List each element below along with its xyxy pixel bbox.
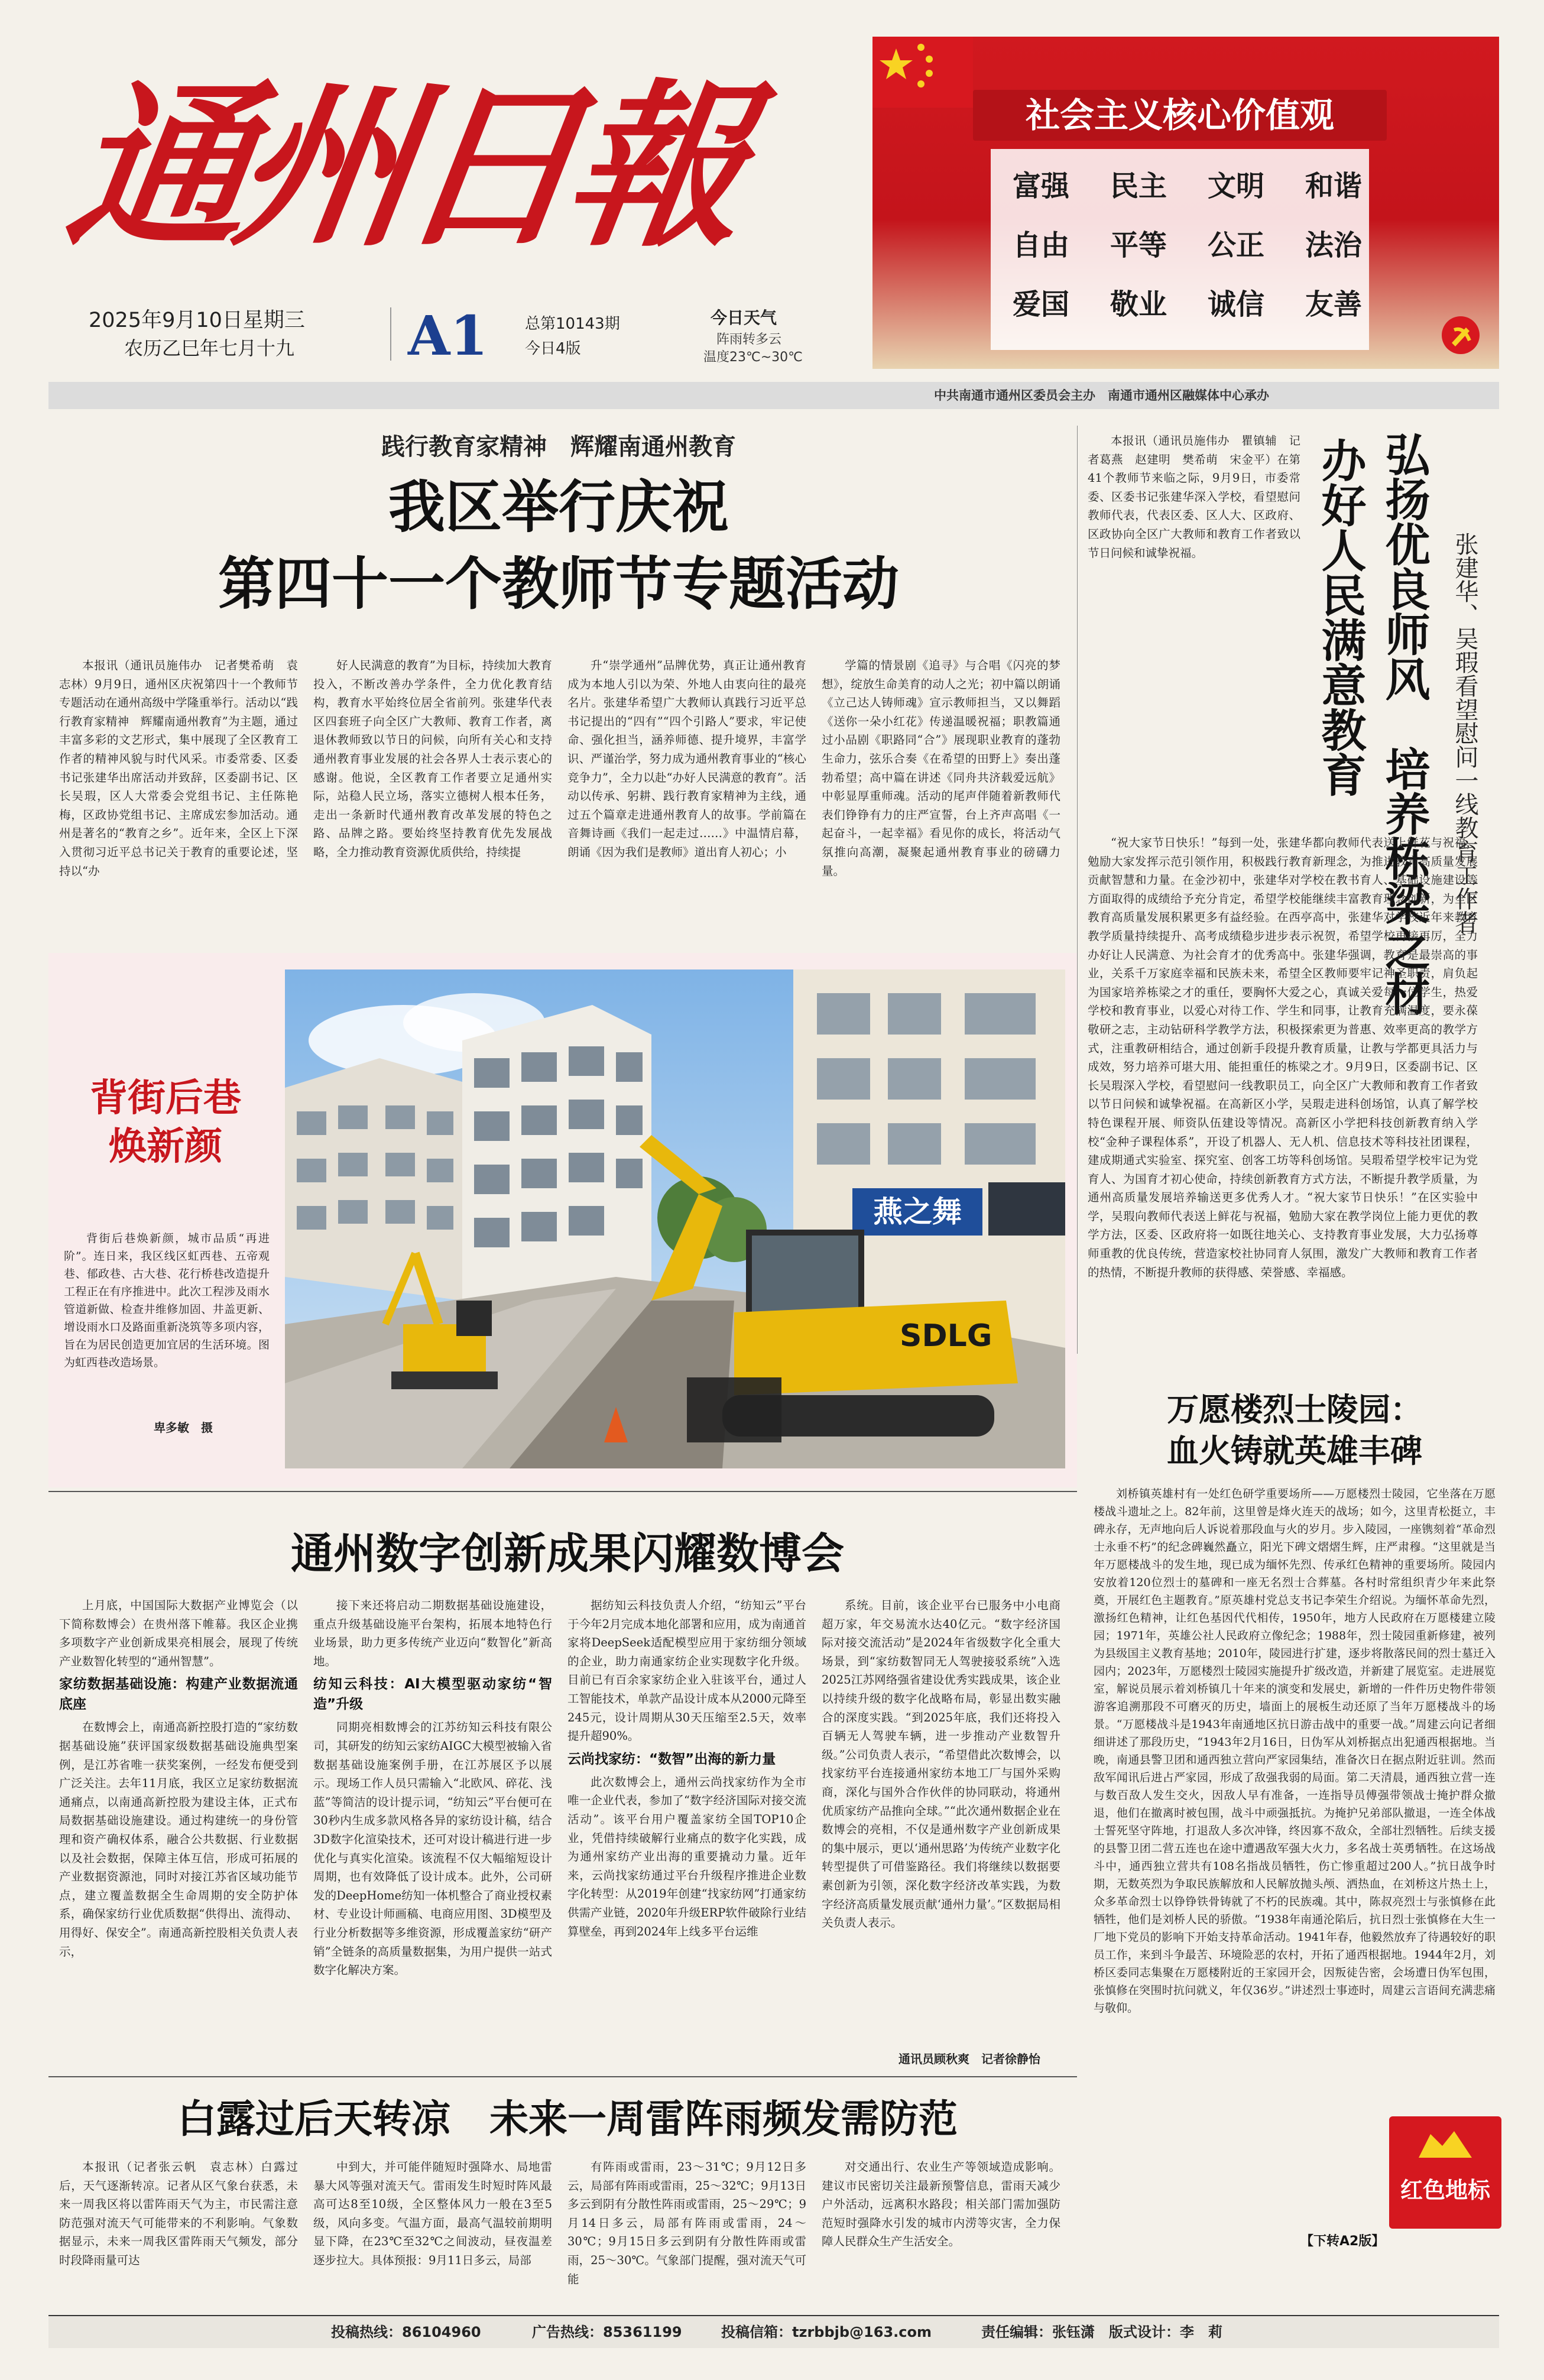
value-7: 公正 (1207, 229, 1264, 262)
excavator-model: E660F (758, 1334, 803, 1349)
column-rule (1077, 426, 1078, 1354)
issue-date: 2025年9月10日星期三 (89, 309, 305, 332)
party-emblem-icon (1440, 314, 1481, 356)
value-1: 富强 (1012, 170, 1069, 203)
memorial-body: 刘桥镇英雄村有一处红色研学重要场所——万愿楼烈士陵园，它坐落在万愿楼战斗遗址之上。82年前，这里曾是烽火连天的战场；如今，这里青松挺立，丰碑永存，无声地向后人诉说着那段血与火的岁月。步入陵园，一座镌刻着“革命烈士永垂不朽”的纪念碑巍然矗立，阳光下碑文熠熠生辉，庄严肃穆。“这里就是当年万愿楼战斗的发生地，现已成为缅怀先烈、传承红色精神的重要场所。陵园内安放着120位烈士的墓碑和一座无名烈士合葬墓。各村时常组织青少年来此祭奠，开展红色主题教育。”原英雄村党总支书记李荣生介绍说。为缅怀革命先烈，激扬红色精神，让红色基因代代相传，1950年，地方人民政府在万愿楼建立陵园；1971年，英雄公社人民政府立像纪念；1988年，烈士陵园重新修建，被列为县级国主义教育基地；2010年，陵园进行扩建，逐步将散落民间的烈士墓迁入园内；2023年，万愿楼烈士陵园实施提升扩级改造，并新建了展览室。走进展览室，解说员展示着刘桥镇几十年来的演变和发展史，新增的一件件历史物件带领游客追溯那段不可磨灭的历史，墙面上的展板生动还原了当年万愿楼战斗的场景。“万愿楼战斗是1943年南通地区抗日游击战中的重要一战。”周建云向记者细细讲述了那段历史，“1943年2月16日，日伪军从刘桥据点出犯通西根据地。当晚，南通县警卫团和通西独立营向严家园集结，准备次日在据点附近驻训。然而敌军闻讯后进占严家园，形成了敌强我弱的局面。第二天清晨，通西独立营一连与数百敌人发生交火，因敌人早有准备，一连指导员傅强带领战士掩护群众撤退，他们在撤离时被包围，战斗中顽强抵抗。为掩护兄弟部队撤退，一连全体战士誓死坚守阵地，打退敌人多次冲锋，终因寡不敌众，全部壮烈牺牲。后续支援的县警卫团二营五连也在途中遭遇敌军强大火力，多名战士英勇牺牲。在这场战斗中，通西独立营共有108名指战员牺牲，伤亡惨重超过200人。”抗日战争时期，无数英烈为争取民族解放和人民解放抛头颅、洒热血，在刘桥这片热土上，众多革命烈士以铮铮铁骨铸就了不朽的民族魂。其中，陈叔亮烈士与张慎修在此牺牲，他们是刘桥人民的骄傲。“1938年南通沦陷后，抗日烈士张慎修在大生一厂地下党员的影响下开始支持革命活动。1941年春，他毅然放弃了待遇较好的职员工作，来到斗争最苦、环境险恶的农村，开拓了通西根据地。1944年2月，刘桥区委同志集聚在万愿楼附近的王家园开会，因叛徒告密，会场遭日伪军包围，张慎修在突围时抗问就义，年仅36岁。”讲述烈士事迹时，周建云言语间充满悲痛与敬仰。 (1094, 1487, 1496, 2015)
right-subtitle: 张建华、吴瑕看望慰问一线教育工作者 (1451, 532, 1478, 934)
landmark-flag-icon (1413, 2128, 1478, 2164)
weather-col-2: 中到大，并可能伴随短时强降水、局地雷暴大风等强对流天气。雷雨发生时短时阵风最高可达8至10级，全区整体风力一般在3至5级，风向多变。气温方面，最高气温较前期明显下降，在23℃至32℃之间波动，昼夜温差逐步拉大。具体预报：9月11日多云，局部 (313, 2160, 552, 2267)
weather-desc: 阵雨转多云 (716, 332, 782, 347)
expo-col-4: 系统。目前，该企业平台已服务中小电商超万家，年交易流水达40亿元。“数字经济国际对接交流活动”是2024年省级数字化全重大场景，到“家纺数智同无人驾驶接驳系统”入选2025江苏网络强省建设优秀实践成果，该企业以持续升级的数字化战略布局，彰显出数实融合的深度实践。“到2025年底，我们还将投入百辆无人驾驶车辆，进一步推动产业数智升级。”公司负责人表示，“希望借此次数博会，以找家纺平台连接通州家纺本地工厂与国外采购商，深化与国外合作伙伴的协同联动，将通州优质家纺产品推向全球。”“此次通州数据企业在数博会的亮相，不仅是通州数字产业创新成果的集中展示，更以‘通州思路’为传统产业数字化转型提供了可借鉴路径。我们将继续以数据要素创新为引领，深化数字经济改革实践，为数字经济高质量发展贡献‘通州力量’。”区数据局相关负责人表示。 (822, 1598, 1060, 1930)
right-title-line1: 弘扬优良师风 培养栋梁之材 (1378, 432, 1431, 1016)
lead-kicker: 践行教育家精神 辉耀南通州教育 (381, 433, 736, 461)
weather-temp: 温度23℃~30℃ (703, 350, 803, 365)
landmark-badge-label: 红色地标 (1400, 2177, 1490, 2203)
value-10: 敬业 (1110, 288, 1167, 321)
expo-col-1: 上月底，中国国际大数据产业博览会（以下简称数博会）在贵州落下帷幕。我区企业携多项数字产业创新成果亮相展会，展现了传统产业数智化转型的“通州智慧”。 家纺数据基础设施：构建产业数据流通底座 在数博会上，南通高新控股打造的“家纺数据基础设施”获评国家级数据基础设施典型案例，是江苏省唯一获奖案例，一经发布便受到广泛关注。去年11月底，我区立足家纺数据流通痛点，以南通高新控股为建设主体，正式布局数据基础设施建设。通过构建统一的身份管理和资产确权体系，融合公共数据、行业数据以及社会数据，保障主体互信，形成可拓展的产业数据资源池，同时对接江苏省区域功能节点，建立覆盖数据全生命周期的安全防护体系，确保家纺行业优质数据“供得出、流得动、用得好、保安全”。南通高新控股相关负责人表示， (59, 1598, 298, 1959)
weather-title: 今日天气 (711, 308, 777, 328)
edition-number: A1 (408, 304, 488, 368)
lead-col-2: 好人民满意的教育”为目标，持续加大教育投入，不断改善办学条件，全力优化教育结构，教育水平始终位居全省前列。张建华代表区四套班子向全区广大教师、教育工作者，离退休教师致以节日的问候，向所有关心和支持通州教育事业发展的社会各界人士表示衷心的感谢。他说，全区教育工作者要立足通州实际，站稳人民立场，落实立德树人根本任务，走出一条新时代通州教育改革发展的特色之路、品牌之路。要始终坚持教育优先发展战略，全力推动教育资源优质供给，持续提 (313, 659, 552, 859)
weather-col-1: 本报讯（记者张云帆 袁志林）白露过后，天气逐渐转凉。记者从区气象台获悉，未来一周我区将以雷阵雨天气为主，市民需注意防范强对流天气可能带来的不利影响。气象数据显示，未来一周我区雷阵雨天气频发，部分时段降雨量可达 (59, 2160, 298, 2267)
sponsor-bar (48, 382, 1499, 409)
weather-story-title: 白露过后天转凉 未来一周雷阵雨频发需防范 (177, 2096, 958, 2142)
footer-editor: 责任编辑：张钰潇 版式设计：李 莉 (981, 2324, 1222, 2340)
value-5: 自由 (1012, 229, 1069, 262)
right-title-line2: 办好人民满意教育 (1314, 437, 1367, 797)
value-12: 友善 (1305, 288, 1362, 321)
memorial-title-line2: 血火铸就英雄丰碑 (1167, 1432, 1422, 1470)
photo-caption-title-2: 焕新颜 (109, 1125, 222, 1169)
memorial-body-tail (1094, 2138, 1383, 2197)
value-4: 和谐 (1305, 170, 1362, 203)
weather-col-4: 对交通出行、农业生产等领域造成影响。建议市民密切关注最新预警信息，雷雨天减少户外活动，远离积水路段；相关部门需加强防范短时强降水引发的城市内涝等灾害，全力保障人民群众生产生活安全。 (822, 2160, 1060, 2249)
lunar-date: 农历乙巳年七月十九 (124, 337, 295, 359)
lead-col-1: 本报讯（通讯员施伟办 记者樊希萌 袁志林）9月9日，通州区庆祝第四十一个教师节专题活动在通州高级中学隆重举行。活动以“践行教育家精神 辉耀南通州教育”为主题，通过丰富多彩的文艺形式，集中展现了全区教育工作者的精神风貌与时代风采。市委常委、区委书记张建华出席活动并致辞，区委副书记、区长吴瑕，区人大常委会党组书记、主任陈艳梅，区政协党组书记、主席成宏参加活动。通州是著名的“教育之乡”。近年来，全区上下深入贯彻习近平总书记关于教育的重要论述，坚持以“办 (59, 659, 298, 878)
value-9: 爱国 (1012, 288, 1069, 321)
newspaper-logo: 通州日報 (57, 62, 749, 271)
expo-bottom-rule (48, 2076, 1077, 2077)
core-values-banner (872, 37, 1499, 369)
core-values-title: 社会主义核心价值观 (973, 90, 1387, 141)
expo-col-2: 接下来还将启动二期数据基础设施建设，重点升级基础设施平台架构，拓展本地特色行业场景，助力更多传统产业迈向“数智化”新高地。 纺知云科技：AI大模型驱动家纺“智造”升级 同期亮相数博会的江苏纺知云科技有限公司，其研发的纺知云家纺AIGC大模型被输入省数据基础设施案例手册，在江苏展区予以展示。现场工作人员只需输入“北欧风、碎花、浅蓝”等简洁的设计提示词，“纺知云”平台便可在30秒内生成多款风格各异的家纺设计稿，结合3D数字化渲染技术，还可对设计稿进行进一步优化与真实化渲染。该流程不仅大幅缩短设计周期，也有效降低了设计成本。此外，公司研发的DeepHome纺知一体机整合了商业授权素材、专业设计师画稿、电商应用图、3D模型及行业分析数据等多维资源，形成覆盖家纺“研产销”全链条的高质量数据集，为用户提供一站式数字化解决方案。 (313, 1598, 552, 1977)
footer-email: 投稿信箱：tzrbbjb@163.com (721, 2324, 932, 2340)
lead-title-line1: 我区举行庆祝 (388, 474, 729, 540)
masthead-divider (390, 307, 391, 361)
value-2: 民主 (1110, 170, 1167, 203)
lead-col-4: 学篇的情景剧《追寻》与合唱《闪亮的梦想》，绽放生命美育的动人之光；初中篇以朗诵《立己达人铸师魂》宣示教师担当，又以舞蹈《送你一朵小红花》传递温暖祝福；职教篇通过小品剧《职路同“合”》展现职业教育的蓬勃生命力，弦乐合奏《在希望的田野上》奏出蓬勃希望；高中篇在讲述《同舟共济载爱远航》中彰显厚重师魂。活动的尾声伴随着新教师代表们铮铮有力的庄严宣誓，台上齐声高唱《一起奋斗，一起幸福》看见你的成长，将活动气氛推向高潮，凝聚起通州教育事业的磅礴力量。 (822, 659, 1060, 878)
weather-col-3: 有阵雨或雷雨，23～31℃；9月12日多云，局部有阵雨或雷雨，25～32℃；9月13日多云到阴有分散性阵雨或雷雨，25～29℃；9月14日多云，局部有阵雨或雷雨，24～30℃；9月15日多云到阴有分散性阵雨或雷雨，25～30℃。气象部门提醒，强对流天气可能 (567, 2160, 806, 2286)
lead-col-3: 升“崇学通州”品牌优势，真正让通州教育成为本地人引以为荣、外地人由衷向往的最亮名片。张建华希望广大教师认真践行习近平总书记提出的“四有”“四个引路人”要求，牢记使命、强化担当，涵养师德、提升境界，丰富学识、严谨治学，努力成为通州教育事业的“核心竞争力”，全力以赴“办好人民满意的教育”。活动以传承、躬耕、践行教育家精神为主线，通过五个篇章走进通州教育人的故事。学前篇在音舞诗画《我们一起走过……》中温情启幕，朗诵《因为我们是教师》道出育人初心；小 (567, 659, 806, 859)
page-count: 今日4版 (525, 340, 581, 358)
right-body: “祝大家节日快乐！”每到一处，张建华都向教师代表送上鲜花与祝福，勉励大家发挥示范引领作用，积极践行教育新理念，为推进教育高质量发展贡献智慧和力量。在金沙初中，张建华对学校在教书育人、基础设施建设等方面取得的成绩给予充分肯定，希望学校能继续丰富教育理念创新，为全区教育高质量发展积累更多有益经验。在西亭高中，张建华对学校近年来教育教学质量持续提升、高考成绩稳步进步表示祝贺，希望学校再接再厉，全力办好让人民满意、为社会育才的优秀高中。张建华强调，教育是最崇高的事业，关系千万家庭幸福和民族未来，希望全区教师要牢记神圣职责，肩负起为国家培养栋梁之才的重任，要胸怀大爱之心，真诚关爱每一位学生，热爱学校和教育事业，以爱心对待工作、学生和同事，让教育充满温度，要永葆敬研之志，主动钻研科学教学方法，积极探索更为普惠、效率更高的教学方式，注重教研相结合，通过创新手段提升教育质量，让教与学都更具活力与成效，努力培养可堪大用、能担重任的栋梁之才。9月9日，区委副书记、区长吴瑕深入学校，看望慰问一线教职员工，向全区广大教师和教育工作者致以节日问候和诚挚祝福。在高新区小学，吴瑕走进科创场馆，认真了解学校特色课程开展、师资队伍建设等情况。高新区小学把科技创新教育纳入学校“金种子课程体系”，开设了机器人、无人机、信息技术等科技社团课程，建成期通式实验室、探究室、创客工坊等科创场馆。吴瑕希望学校牢记为党育人、为国育才初心使命，持续创新教育方式方法，不断提升教学质量，为通州高质量发展培养输送更多优秀人才。“祝大家节日快乐！”在区实验中学，吴瑕向教师代表送上鲜花与祝福，勉励大家在教学岗位上能力更优的教学方法，区委、区政府将一如既往地关心、支持教育事业发展，大力弘扬尊师重教的优良传统，营造家校社协同育人氛围，激发广大教师和教育工作者的热情，不断提升教师的获得感、荣誉感、幸福感。 (1088, 836, 1478, 1279)
expo-col-3: 据纺知云科技负责人介绍，“纺知云”平台于今年2月完成本地化部署和应用，成为南通首家将DeepSeek适配模型应用于家纺细分领域的企业，助力南通家纺企业实现数字化升级。目前已有百余家家纺企业入驻该平台，通过人工智能技术，单款产品设计成本从2000元降至245元，设计周期从30天压缩至2.5天，效率提升超90%。 云尚找家纺：“数智”出海的新力量 此次数博会上，通州云尚找家纺作为全市唯一企业代表，参加了“数字经济国际对接交流活动”。该平台用户覆盖家纺全国TOP10企业，凭借持续破解行业痛点的数字化实践，成为通州家纺产业出海的重要撬动力量。近年来，云尚找家纺通过平台升级程序推进企业数字化转型：从2019年创建“找家纺网”打通家纺供需产业链，2020年升级ERP软件破除行业结算壁垒，再到2024年上线多平台运维 (567, 1598, 806, 1938)
value-3: 文明 (1207, 170, 1264, 203)
expo-credit: 通讯员顾秋爽 记者徐静怡 (898, 2052, 1040, 2066)
value-6: 平等 (1110, 229, 1167, 262)
red-landmark-badge (1389, 2116, 1501, 2229)
value-8: 法治 (1305, 229, 1362, 262)
flag-icon (872, 37, 973, 108)
expo-title: 通州数字创新成果闪耀数博会 (290, 1529, 844, 1578)
photo-credit: 卑多敏 摄 (154, 1421, 213, 1435)
lead-title-line2: 第四十一个教师节专题活动 (218, 551, 899, 617)
photo-caption-title-1: 背街后巷 (90, 1076, 241, 1120)
sponsor-text: 中共南通市通州区委员会主办 南通市通州区融媒体中心承办 (934, 388, 1269, 403)
right-byline: 本报讯（通讯员施伟办 瞿镇辅 记者葛燕 赵建明 樊希萌 宋金平）在第41个教师节来临之际，9月9日，市委常委、区委书记张建华深入学校，看望慰问教师代表，代表区委、区人大、区政府、区政协向全区广大教师和教育工作者致以节日问候和诚挚祝福。 (1088, 434, 1300, 560)
footer-ads: 广告热线：85361199 (532, 2324, 682, 2340)
street-renovation-photo (285, 969, 1065, 1468)
shop-sign: 燕之舞 (873, 1195, 962, 1229)
footer-hotline: 投稿热线：86104960 (331, 2324, 481, 2340)
photo-bottom-rule (48, 1491, 1077, 1492)
expo-subhead-3: 云尚找家纺：“数智”出海的新力量 (567, 1751, 776, 1767)
issue-number: 总第10143期 (525, 315, 620, 333)
value-11: 诚信 (1207, 288, 1264, 321)
continued-notice: 【下转A2版】 (1300, 2234, 1385, 2249)
expo-subhead-2: 纺知云科技：AI大模型驱动家纺“智造”升级 (313, 1677, 552, 1713)
photo-caption: 背街后巷焕新颜，城市品质“再进阶”。连日来，我区线区虹西巷、五帝观巷、郁政巷、古大巷、花行桥巷改造提升工程正在有序推进中。此次工程涉及雨水管道新做、检查井维修加固、井盖更新、增设雨水口及路面重新浇筑等多项内容，旨在为居民创造更加宜居的生活环境。图为虹西巷改造场景。 (64, 1232, 270, 1369)
excavator-brand: SDLG (900, 1318, 992, 1354)
expo-subhead-1: 家纺数据基础设施：构建产业数据流通底座 (59, 1677, 298, 1713)
memorial-title-line1: 万愿楼烈士陵园： (1167, 1391, 1422, 1428)
